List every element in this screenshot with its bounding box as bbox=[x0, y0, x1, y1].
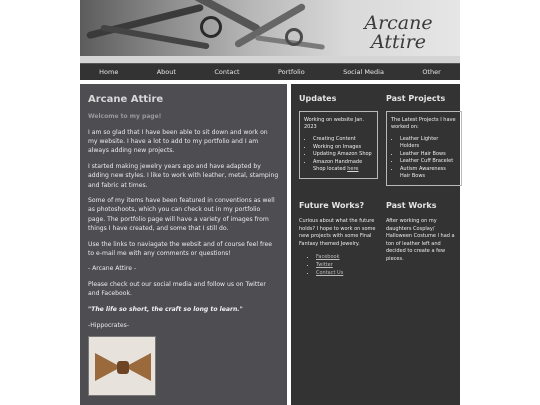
welcome-heading: Welcome to my page! bbox=[88, 113, 162, 120]
list-item bbox=[316, 253, 378, 261]
past-projects-box bbox=[386, 111, 462, 186]
header-banner bbox=[80, 0, 460, 63]
list-item: • Leather Lighter Holders bbox=[400, 136, 457, 150]
list-item: • Updating Amazon Shop bbox=[313, 151, 373, 158]
intro-paragraph: I am so glad that I have been able to sit down and work on my website. I have a lot to add to my portfolio and I am always adding new projects. bbox=[88, 129, 268, 155]
updates-heading: Updates bbox=[299, 94, 337, 103]
nav-home[interactable]: Home bbox=[99, 68, 119, 76]
nav-about[interactable]: About bbox=[156, 68, 176, 76]
facebook-link[interactable]: Facebook bbox=[316, 254, 340, 261]
past-projects-heading: Past Projects bbox=[386, 94, 446, 103]
list-item bbox=[316, 269, 378, 277]
pliers-handle-graphic bbox=[100, 24, 209, 49]
list-item: • Autism Awareness Hair Bows bbox=[400, 166, 457, 180]
sidebar bbox=[291, 84, 460, 405]
jewelry-paragraph: I started making jewelry years ago and have adapted by adding new styles. I like to work with leather, metal, stamping and fabric at times. bbox=[88, 163, 279, 189]
future-works-text: Curious about what the future holds? I hope to work on some new projects with some Final Fantasy themed Jewelry. bbox=[299, 218, 376, 247]
page-title: Arcane Attire bbox=[88, 94, 164, 105]
amazon-shop-text: Amazon Handmade Shop located bbox=[313, 158, 363, 172]
banner-bottom-bar bbox=[80, 56, 460, 63]
pliers-jaw-graphic bbox=[200, 16, 222, 38]
past-projects-section bbox=[386, 94, 462, 186]
past-works-text: After working on my daughters Cosplay/ Halloween Costume I had a ton of leather left and decided to create a few pieces. bbox=[386, 218, 455, 262]
logo-line-1: Arcane bbox=[364, 12, 433, 34]
site-logo[interactable] bbox=[351, 14, 446, 52]
main-nav bbox=[80, 63, 460, 80]
bow-tie-photo bbox=[88, 336, 156, 396]
links-paragraph: Use the links to naviagate the websit and of course feel free to e-mail me with any comments or questions! bbox=[88, 240, 273, 257]
quote-author: -Hippocrates- bbox=[88, 321, 130, 329]
pliers-jaw-graphic bbox=[285, 28, 303, 46]
list-item: • Leather Hair Bows bbox=[400, 151, 457, 158]
logo-line-2: Attire bbox=[370, 31, 427, 53]
nav-social-media[interactable]: Social Media bbox=[343, 68, 384, 76]
past-works-section bbox=[386, 201, 462, 277]
updates-intro: Working on website Jan. 2023 bbox=[304, 117, 365, 130]
amazon-shop-link[interactable]: here bbox=[347, 165, 359, 172]
list-item bbox=[313, 159, 373, 173]
quote-text: "The life so short, the craft so long to learn." bbox=[88, 306, 243, 314]
social-paragraph: Please check out our social media and follow us on Twitter and Facebook. bbox=[88, 281, 266, 298]
twitter-link[interactable]: Twitter bbox=[316, 262, 333, 269]
featured-paragraph: Some of my items have been featured in conventions as well as photoshoots, which you can check out in my portfolio page. The portfolio page will have a variety of images from things I have created, and some that I still do. bbox=[88, 197, 275, 232]
past-projects-intro: The Latest Projects I have worked on: bbox=[391, 117, 456, 130]
main-content bbox=[80, 84, 287, 405]
future-works-heading: Future Works? bbox=[299, 201, 365, 210]
nav-contact[interactable]: Contact bbox=[214, 68, 240, 76]
nav-portfolio[interactable]: Portfolio bbox=[277, 68, 305, 76]
social-links-list bbox=[299, 253, 378, 277]
updates-box bbox=[299, 111, 378, 179]
list-item: • Leather Cuff Bracelet bbox=[400, 158, 457, 165]
signature-text: - Arcane Attire - bbox=[88, 265, 137, 273]
list-item bbox=[316, 261, 378, 269]
past-works-heading: Past Works bbox=[386, 201, 437, 210]
contact-us-link[interactable]: Contact Us bbox=[316, 270, 344, 277]
past-projects-list bbox=[391, 136, 457, 180]
nav-other[interactable]: Other bbox=[422, 68, 441, 76]
updates-section bbox=[299, 94, 378, 186]
future-works-section bbox=[299, 201, 378, 277]
updates-list bbox=[304, 136, 373, 173]
list-item: • Creating Content bbox=[313, 136, 373, 143]
site bbox=[80, 0, 460, 405]
list-item: • Working on Images bbox=[313, 144, 373, 151]
